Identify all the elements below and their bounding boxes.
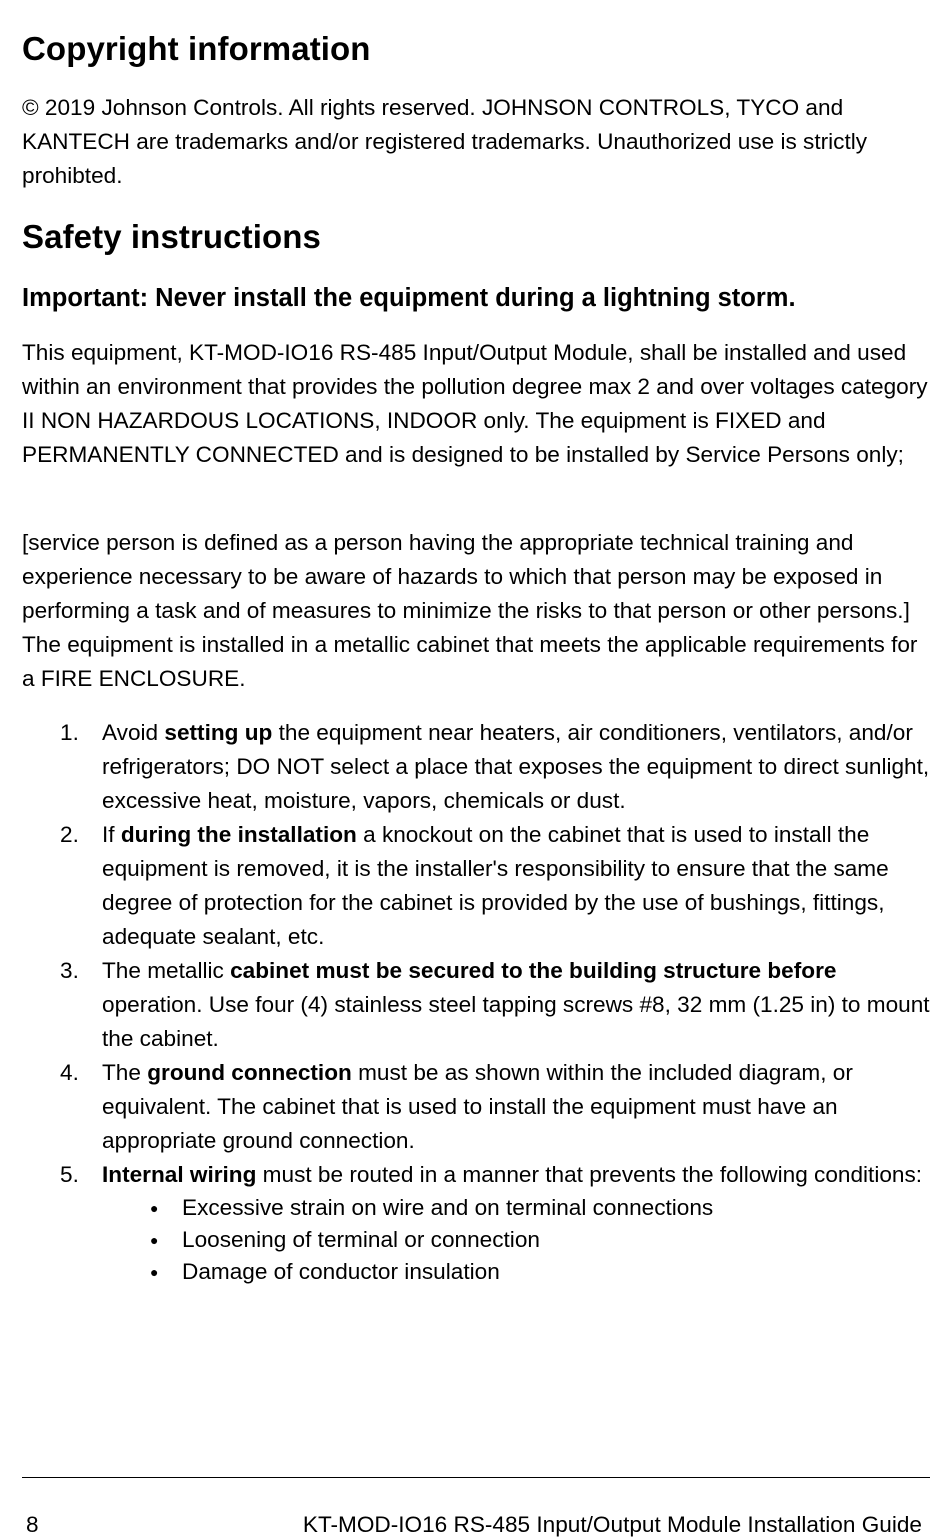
list-item-number: 2. xyxy=(60,822,79,847)
bullet-icon: ● xyxy=(150,1264,159,1280)
sub-list-item: ● Excessive strain on wire and on terminal connections xyxy=(102,1192,932,1224)
list-item-emphasis: Internal wiring xyxy=(102,1162,257,1187)
sub-list-item: ● Damage of conductor insulation xyxy=(102,1256,932,1288)
list-item-emphasis: cabinet must be secured to the building structure before xyxy=(230,958,837,983)
list-item: 5. Internal wiring must be routed in a manner that prevents the following conditions: ● Excessive strain on wire and on terminal connections ● Loosening of terminal or connection ● Damage of conductor insulation xyxy=(22,1158,932,1288)
list-item-number: 1. xyxy=(60,720,79,745)
list-item-emphasis: setting up xyxy=(164,720,273,745)
list-item-number: 3. xyxy=(60,958,79,983)
safety-heading: Safety instructions xyxy=(22,218,321,255)
list-item-emphasis: during the installation xyxy=(120,822,357,847)
safety-instructions-list xyxy=(22,716,932,1288)
bullet-icon: ● xyxy=(150,1200,159,1216)
footer-document-title: KT-MOD-IO16 RS-485 Input/Output Module Installation Guide xyxy=(302,1512,922,1537)
lightning-warning: Important: Never install the equipment during a lightning storm. xyxy=(22,284,796,312)
service-person-paragraph: [service person is defined as a person having the appropriate technical training and experience necessary to be aware of hazards to which that person may be exposed in performing a task and of measures to minimize the risks to that person or other persons.] The equipment is installed in a metallic cabinet that meets the applicable requirements for a FIRE ENCLOSURE. xyxy=(22,530,918,691)
list-item: 1. Avoid setting up the equipment near heaters, air conditioners, ventilators, and/or refrigerators; DO NOT select a place that exposes the equipment to direct sunlight, excessive heat, moisture, vapors, chemicals or dust. xyxy=(22,716,932,818)
footer-divider xyxy=(22,1477,930,1478)
copyright-text: © 2019 Johnson Controls. All rights reserved. JOHNSON CONTROLS, TYCO and KANTECH are trademarks and/or registered trademarks. Unauthorized use is strictly prohibted. xyxy=(22,95,868,188)
list-item-emphasis: ground connection xyxy=(147,1060,352,1085)
list-item-number: 5. xyxy=(60,1162,79,1187)
copyright-heading: Copyright information xyxy=(22,30,371,67)
list-item: 3. The metallic cabinet must be secured to the building structure before operation. Use four (4) stainless steel tapping screws #8, 32 mm (1.25 in) to mount the cabinet. xyxy=(22,954,932,1056)
list-item-number: 4. xyxy=(60,1060,79,1085)
sub-list-item: ● Loosening of terminal or connection xyxy=(102,1224,932,1256)
list-item: 2. If during the installation a knockout on the cabinet that is used to install the equipment is removed, it is the installer's responsibility to ensure that the same degree of protection for the cabinet is provided by the use of bushings, fittings, adequate sealant, etc. xyxy=(22,818,932,954)
wiring-conditions-list xyxy=(102,1192,932,1288)
list-item: 4. The ground connection must be as shown within the included diagram, or equivalent. The cabinet that is used to install the equipment must have an appropriate ground connection. xyxy=(22,1056,932,1158)
bullet-icon: ● xyxy=(150,1232,159,1248)
equipment-environment-paragraph: This equipment, KT-MOD-IO16 RS-485 Input/Output Module, shall be installed and used within an environment that provides the pollution degree max 2 and over voltages category II NON HAZARDOUS LOCATIONS, INDOOR only. The equipment is FIXED and PERMANENTLY CONNECTED and is designed to be installed by Service Persons only; xyxy=(22,340,928,467)
page-number: 8 xyxy=(26,1512,39,1537)
